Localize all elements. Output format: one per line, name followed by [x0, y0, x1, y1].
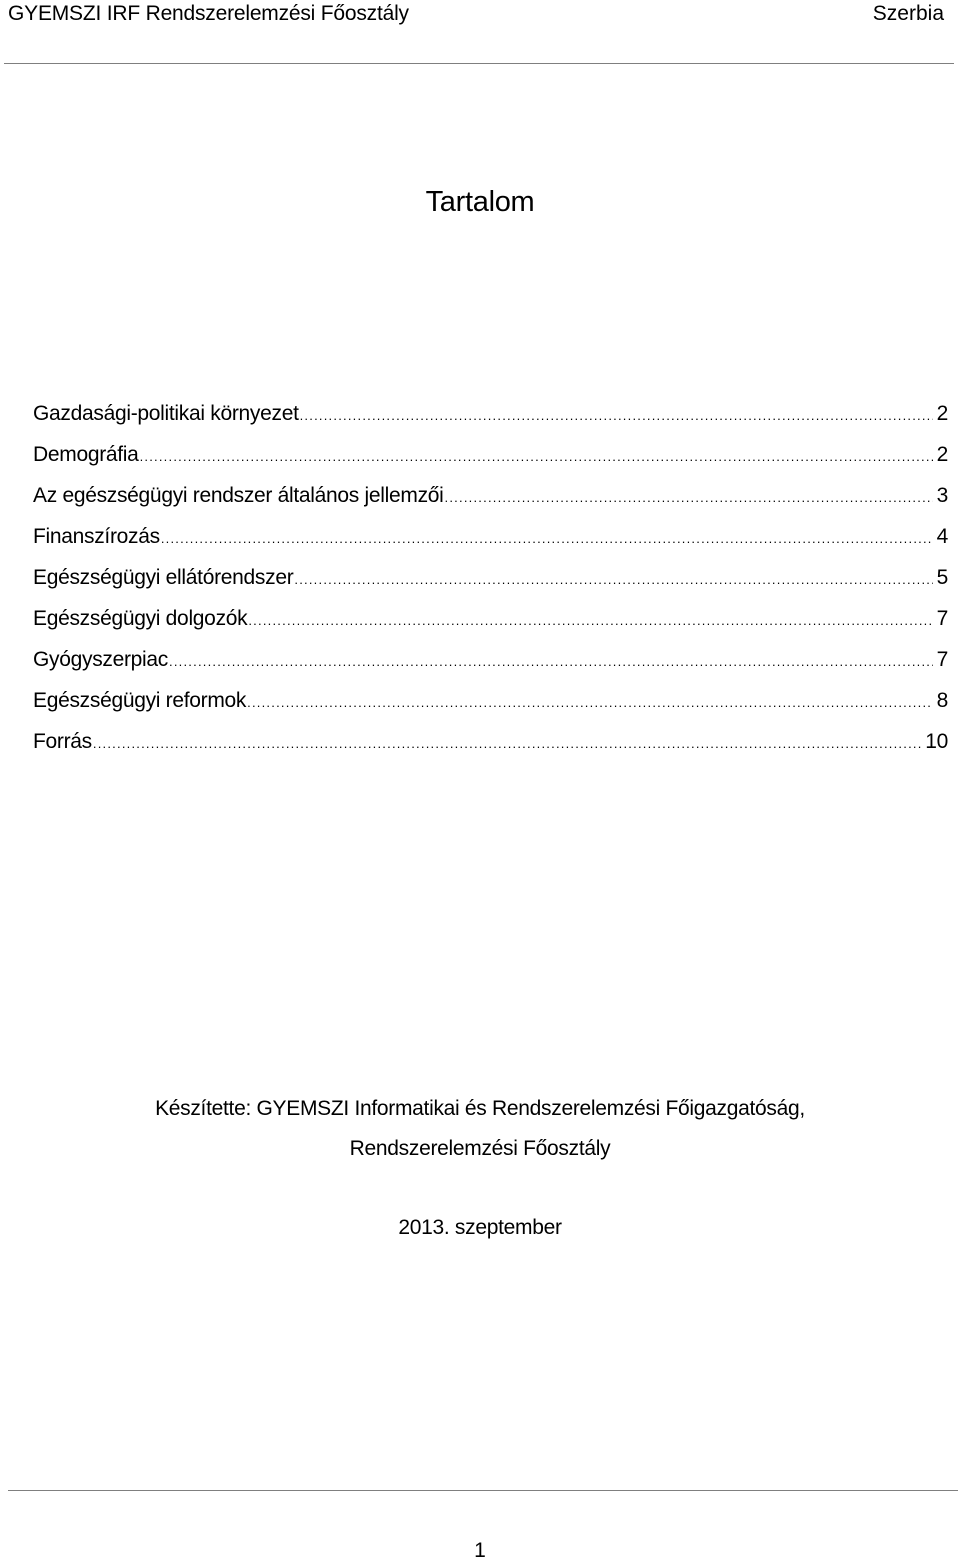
toc-entry-page: 7	[936, 607, 948, 630]
toc-entry-label: Egészségügyi ellátórendszer	[33, 566, 294, 589]
page-header	[0, 0, 960, 64]
toc-dot-leader	[93, 726, 921, 760]
publication-date: 2013. szeptember	[398, 1216, 562, 1239]
toc-entry-page: 7	[936, 648, 948, 671]
toc-dot-leader	[300, 398, 933, 432]
toc-entry[interactable]	[33, 644, 948, 685]
footer-divider	[8, 1490, 958, 1491]
page-number: 1	[474, 1539, 486, 1562]
toc-entry-label: Gazdasági-politikai környezet	[33, 402, 299, 425]
toc-entry[interactable]	[33, 398, 948, 439]
toc-dot-leader	[248, 603, 932, 637]
toc-entry-label: Demográfia	[33, 443, 139, 466]
toc-entry-page: 10	[925, 730, 948, 753]
toc-dot-leader	[247, 685, 932, 719]
author-credit	[0, 1089, 960, 1169]
toc-entry[interactable]	[33, 439, 948, 480]
header-country: Szerbia	[872, 2, 944, 25]
toc-entry[interactable]	[33, 480, 948, 521]
toc-entry[interactable]	[33, 562, 948, 603]
toc-entry-label: Forrás	[33, 730, 92, 753]
toc-entry-page: 4	[936, 525, 948, 548]
header-divider	[4, 63, 954, 64]
toc-entry-page: 2	[936, 443, 948, 466]
toc-entry-page: 3	[936, 484, 948, 507]
toc-entry-label: Gyógyszerpiac	[33, 648, 168, 671]
toc-entry[interactable]	[33, 603, 948, 644]
table-of-contents	[33, 398, 948, 767]
toc-title: Tartalom	[425, 186, 535, 218]
toc-entry-label: Finanszírozás	[33, 525, 160, 548]
credit-line-organization: Készítette: GYEMSZI Informatikai és Rendszerelemzési Főigazgatóság,	[155, 1097, 805, 1120]
toc-dot-leader	[161, 521, 933, 555]
credit-line-department: Rendszerelemzési Főosztály	[349, 1137, 611, 1160]
toc-entry-page: 5	[936, 566, 948, 589]
toc-entry-label: Egészségügyi reformok	[33, 689, 247, 712]
toc-entry-label: Az egészségügyi rendszer általános jellemzői	[33, 484, 444, 507]
toc-entry[interactable]	[33, 726, 948, 767]
toc-entry-page: 2	[936, 402, 948, 425]
toc-dot-leader	[140, 439, 933, 473]
toc-entry[interactable]	[33, 521, 948, 562]
toc-entry-label: Egészségügyi dolgozók	[33, 607, 248, 630]
header-organization: GYEMSZI IRF Rendszerelemzési Főosztály	[8, 2, 409, 25]
toc-dot-leader	[169, 644, 933, 678]
toc-entry-page: 8	[936, 689, 948, 712]
toc-dot-leader	[294, 562, 932, 596]
toc-dot-leader	[445, 480, 933, 514]
toc-entry[interactable]	[33, 685, 948, 726]
